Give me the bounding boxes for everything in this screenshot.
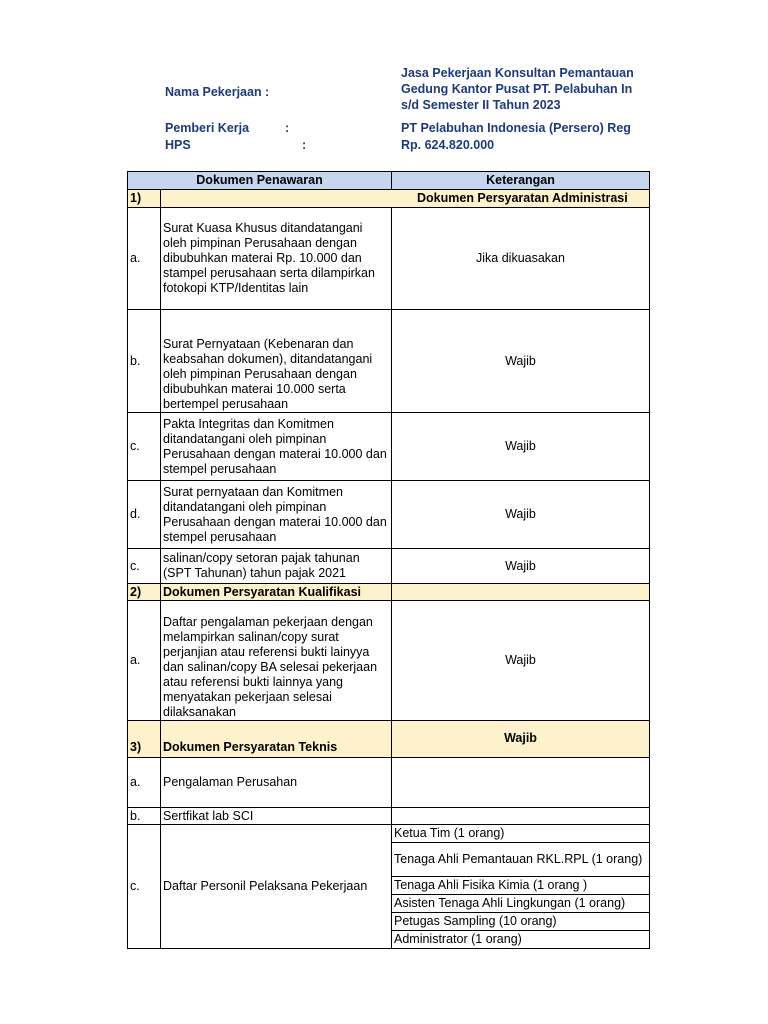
row-number: a. xyxy=(128,758,161,808)
row-keterangan: Wajib xyxy=(392,481,650,549)
section-row xyxy=(128,584,650,601)
row-keterangan xyxy=(392,758,650,808)
personil-row xyxy=(128,825,650,843)
row-number: c. xyxy=(128,825,161,949)
nama-pekerjaan-line: s/d Semester II Tahun 2023 xyxy=(401,98,561,112)
section-keterangan: Wajib xyxy=(392,721,650,758)
row-number: c. xyxy=(128,549,161,584)
row-keterangan: Wajib xyxy=(392,310,650,413)
personil-item: Administrator (1 orang) xyxy=(392,931,650,949)
section-number: 3) xyxy=(128,721,161,758)
row-dokumen: salinan/copy setoran pajak tahunan (SPT Tahunan) tahun pajak 2021 xyxy=(161,549,392,584)
row-dokumen: Daftar pengalaman pekerjaan dengan melampirkan salinan/copy surat perjanjian atau referensi bukti lainyya dan salinan/copy BA selesai pekerjaan atau referensi bukti lainnya yang menyatakan pekerjaan selesai dilaksanakan xyxy=(161,601,392,721)
hps-value: Rp. 624.820.000 xyxy=(401,138,495,152)
section-title: Dokumen Persyaratan Kualifikasi xyxy=(161,584,392,601)
nama-pekerjaan-line: Gedung Kantor Pusat PT. Pelabuhan In xyxy=(401,82,633,96)
section-row xyxy=(128,721,650,758)
row-number: a. xyxy=(128,601,161,721)
row-dokumen: Pengalaman Perusahan xyxy=(161,758,392,808)
hps-colon: : xyxy=(302,138,307,152)
personil-item: Tenaga Ahli Pemantauan RKL.RPL (1 orang) xyxy=(392,843,650,877)
dokumen-table xyxy=(127,171,650,949)
hps-label: HPS xyxy=(165,138,191,152)
row-dokumen: Pakta Integritas dan Komitmen ditandatangani oleh pimpinan Perusahaan dengan materai 10.000 dan stempel perusahaan xyxy=(161,413,392,481)
pemberi-kerja-colon: : xyxy=(285,121,290,135)
row-dokumen: Sertfikat lab SCI xyxy=(161,808,392,825)
row-keterangan: Wajib xyxy=(392,549,650,584)
table-header-row xyxy=(128,172,650,190)
section-number: 2) xyxy=(128,584,161,601)
section-title: Dokumen Persyaratan Teknis xyxy=(161,721,392,758)
personil-item: Asisten Tenaga Ahli Lingkungan (1 orang) xyxy=(392,895,650,913)
table-row xyxy=(128,413,650,481)
personil-item: Ketua Tim (1 orang) xyxy=(392,825,650,843)
pemberi-kerja-label: Pemberi Kerja xyxy=(165,121,250,135)
row-dokumen: Daftar Personil Pelaksana Pekerjaan xyxy=(161,825,392,949)
pemberi-kerja-value: PT Pelabuhan Indonesia (Persero) Reg xyxy=(401,121,631,135)
row-keterangan: Jika dikuasakan xyxy=(392,208,650,310)
row-number: c. xyxy=(128,413,161,481)
nama-pekerjaan-label: Nama Pekerjaan : xyxy=(165,85,270,99)
row-number: b. xyxy=(128,310,161,413)
section-title: Dokumen Persyaratan Administrasi xyxy=(161,190,650,208)
row-number: d. xyxy=(128,481,161,549)
row-dokumen: Surat Kuasa Khusus ditandatangani oleh pimpinan Perusahaan dengan dibubuhkan materai Rp. 10.000 dan stampel perusahaan serta dilampirkan fotokopi KTP/Identitas lain xyxy=(161,208,392,310)
row-dokumen: Surat pernyataan dan Komitmen ditandatangani oleh pimpinan Perusahaan dengan materai 10.000 dan stempel perusahaan xyxy=(161,481,392,549)
nama-pekerjaan-line: Jasa Pekerjaan Konsultan Pemantauan xyxy=(401,66,634,80)
personil-item: Tenaga Ahli Fisika Kimia (1 orang ) xyxy=(392,877,650,895)
personil-item: Petugas Sampling (10 orang) xyxy=(392,913,650,931)
section-number: 1) xyxy=(128,190,161,208)
row-keterangan: Wajib xyxy=(392,601,650,721)
row-keterangan: Wajib xyxy=(392,413,650,481)
table-row xyxy=(128,601,650,721)
row-keterangan xyxy=(392,808,650,825)
row-number: b. xyxy=(128,808,161,825)
table-row xyxy=(128,808,650,825)
table-row xyxy=(128,208,650,310)
section-empty-cell xyxy=(392,584,650,601)
table-row xyxy=(128,549,650,584)
nama-pekerjaan-value xyxy=(401,65,634,113)
row-dokumen: Surat Pernyataan (Kebenaran dan keabsahan dokumen), ditandatangani oleh pimpinan Perusahaan dengan dibubuhkan materai 10.000 serta bertempel perusahaan xyxy=(161,310,392,413)
col-header-keterangan: Keterangan xyxy=(392,172,650,190)
row-number: a. xyxy=(128,208,161,310)
table-row xyxy=(128,758,650,808)
section-row xyxy=(128,190,650,208)
table-row xyxy=(128,481,650,549)
table-row xyxy=(128,310,650,413)
col-header-dokumen: Dokumen Penawaran xyxy=(128,172,392,190)
